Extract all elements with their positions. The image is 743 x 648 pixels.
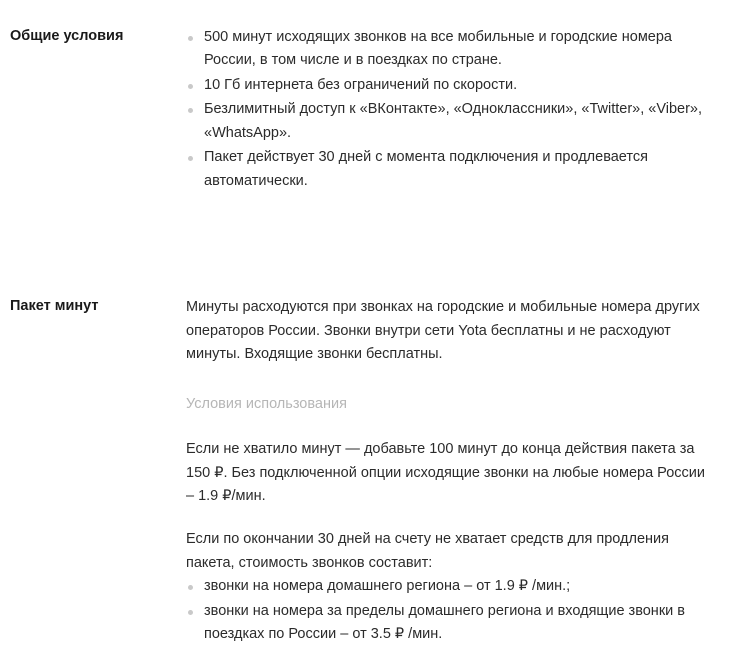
spacer [186, 367, 713, 393]
extra-minutes-text: Если не хватило минут — добавьте 100 минут до конца действия пакета за 150 ₽. Без подключенной опции исходящие звонки на любые номера России – 1.9 ₽/мин. [186, 441, 705, 504]
section-minutes-package-body [186, 296, 743, 648]
list-item: звонки на номера домашнего региона – от 1.9 ₽ /мин.; [186, 575, 713, 598]
general-conditions-list [186, 26, 713, 193]
list-item: 500 минут исходящих звонков на все мобильные и городские номера России, в том числе и в поездках по стране. [186, 26, 713, 73]
minutes-intro-text: Минуты расходуются при звонках на городские и мобильные номера других операторов России. Звонки внутри сети Yota бесплатны и не расходуют минуты. Входящие звонки бесплатны. [186, 299, 700, 363]
section-minutes-package-label: Пакет минут [10, 298, 99, 315]
list-item: 10 Гб интернета без ограничений по скорости. [186, 74, 713, 97]
list-item: Пакет действует 30 дней с момента подключения и продлевается автоматически. [186, 146, 713, 193]
section-general-conditions [0, 0, 743, 194]
spacer [186, 508, 713, 528]
list-item: Безлимитный доступ к «ВКонтакте», «Одноклассники», «Twitter», «Viber», «WhatsApp». [186, 98, 713, 145]
package-expiry-text: Если по окончании 30 дней на счету не хватает средств для продления пакета, стоимость звонков составит: [186, 531, 669, 571]
section-general-conditions-label: Общие условия [10, 28, 124, 44]
section-minutes-package [0, 194, 743, 648]
call-rates-list [186, 575, 713, 646]
usage-conditions-subheading: Условия использования [186, 395, 347, 412]
section-general-conditions-body [186, 26, 743, 194]
spacer [186, 416, 713, 438]
list-item: звонки на номера за пределы домашнего региона и входящие звонки в поездках по России – от 3.5 ₽ /мин. [186, 600, 713, 647]
